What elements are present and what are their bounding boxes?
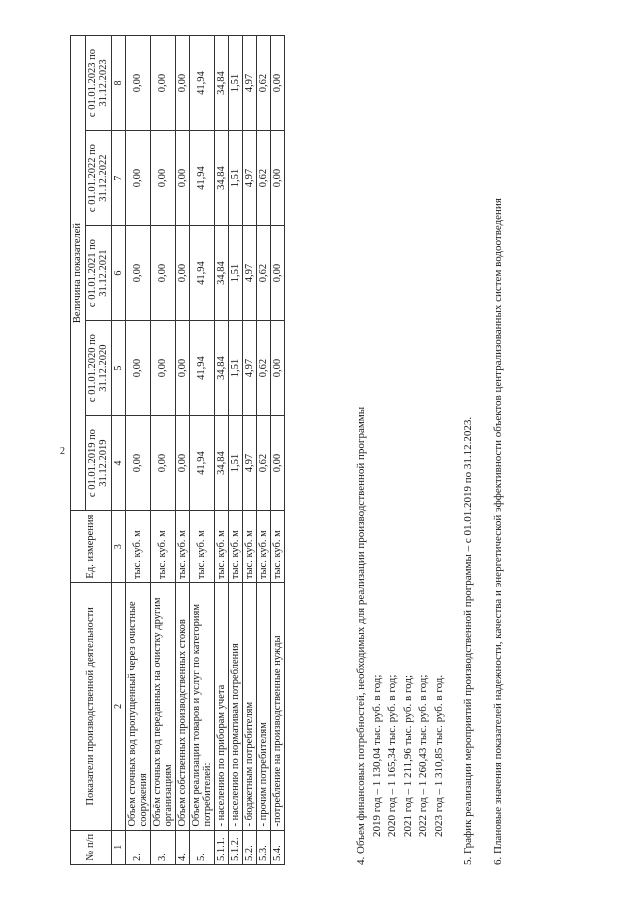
rotated-content (62, 25, 562, 885)
row-value: 0,62 (256, 321, 270, 416)
row-number: 5. (189, 830, 214, 864)
row-indicator-name: Объём сточных вод переданных на очистку другим организациям (150, 583, 175, 830)
row-unit: тыс. куб. м (189, 511, 214, 583)
row-value: 0,00 (175, 321, 189, 416)
row-value: 0,00 (150, 36, 175, 131)
header-num: № п/п (71, 830, 112, 864)
row-value: 1,51 (228, 131, 242, 226)
index-cell: 2 (111, 583, 125, 830)
index-cell: 6 (111, 226, 125, 321)
row-value: 4,97 (242, 131, 256, 226)
table-row (150, 36, 175, 865)
row-value: 41,94 (189, 131, 214, 226)
row-number: 5.4. (270, 830, 284, 864)
table-index-row (111, 36, 125, 865)
index-cell: 7 (111, 131, 125, 226)
row-unit: тыс. куб. м (125, 511, 150, 583)
row-value: 0,00 (125, 416, 150, 511)
row-value: 0,00 (175, 226, 189, 321)
table-row (125, 36, 150, 865)
row-unit: тыс. куб. м (150, 511, 175, 583)
row-value: 0,00 (150, 416, 175, 511)
reliability-paragraph: 6. Плановые значения показателей надежности, качества и энергетической эффективности объектов централизованных систем водоотведения (491, 198, 504, 865)
index-cell: 8 (111, 36, 125, 131)
financial-year-2019: 2019 год – 1 130,04 тыс. руб. в год; (370, 674, 383, 837)
row-indicator-name: -потребление на производственные нужды (270, 583, 284, 830)
row-value: 41,94 (189, 416, 214, 511)
row-number: 5.1.2. (228, 830, 242, 864)
row-value: 0,62 (256, 416, 270, 511)
row-value: 0,62 (256, 36, 270, 131)
row-value: 0,00 (150, 131, 175, 226)
row-indicator-name: - прочим потребителям (256, 583, 270, 830)
table-body (125, 36, 284, 865)
table-row (214, 36, 228, 865)
index-cell: 1 (111, 830, 125, 864)
index-cell: 3 (111, 511, 125, 583)
row-value: 0,00 (125, 321, 150, 416)
row-value: 0,00 (150, 321, 175, 416)
row-value: 0,00 (270, 416, 284, 511)
financial-year-2022: 2022 год – 1 260,43 тыс. руб. в год; (417, 674, 429, 837)
indicators-table (70, 35, 285, 865)
schedule-paragraph: 5. График реализации мероприятий производственной программы – с 01.01.2019 по 31.12.2023. (462, 416, 474, 865)
row-value: 4,97 (242, 321, 256, 416)
row-number: 4. (175, 830, 189, 864)
header-unit: Ед. измерения (71, 511, 112, 583)
row-value: 34,84 (214, 226, 228, 321)
financial-year-2023: 2023 год – 1 310,85 тыс. руб. в год. (432, 674, 445, 837)
header-group: Величина показателей (71, 36, 86, 511)
row-unit: тыс. куб. м (256, 511, 270, 583)
table-row (189, 36, 214, 865)
row-value: 0,00 (175, 416, 189, 511)
header-period: с 01.01.2023 по 31.12.2023 (85, 36, 111, 131)
table-row (175, 36, 189, 865)
row-number: 5.3. (256, 830, 270, 864)
row-value: 1,51 (228, 321, 242, 416)
row-indicator-name: Объем реализации товаров и услуг по категориям потребителей: (189, 583, 214, 830)
row-value: 1,51 (228, 226, 242, 321)
row-number: 5.2. (242, 830, 256, 864)
row-value: 0,00 (270, 131, 284, 226)
row-unit: тыс. куб. м (270, 511, 284, 583)
row-value: 0,62 (256, 226, 270, 321)
row-indicator-name: Объем собственных производственных стоков (175, 583, 189, 830)
row-value: 0,00 (150, 226, 175, 321)
row-value: 4,97 (242, 226, 256, 321)
row-value: 41,94 (189, 36, 214, 131)
financial-year-2020: 2020 год – 1 165,34 тыс. руб. в год; (386, 674, 398, 837)
index-cell: 5 (111, 321, 125, 416)
header-period: с 01.01.2022 по 31.12.2022 (85, 131, 111, 226)
row-value: 34,84 (214, 321, 228, 416)
row-unit: тыс. куб. м (228, 511, 242, 583)
header-period: с 01.01.2019 по 31.12.2019 (85, 416, 111, 511)
table-row (270, 36, 284, 865)
row-number: 2. (125, 830, 150, 864)
row-value: 0,62 (256, 131, 270, 226)
row-value: 1,51 (228, 416, 242, 511)
row-value: 34,84 (214, 416, 228, 511)
page-number: 2 (60, 446, 65, 457)
row-value: 41,94 (189, 226, 214, 321)
row-indicator-name: - населению по нормативам потребления (228, 583, 242, 830)
row-value: 0,00 (125, 131, 150, 226)
row-unit: тыс. куб. м (175, 511, 189, 583)
row-unit: тыс. куб. м (214, 511, 228, 583)
row-number: 3. (150, 830, 175, 864)
row-value: 0,00 (270, 226, 284, 321)
row-value: 4,97 (242, 36, 256, 131)
notes-section (354, 198, 506, 865)
row-value: 4,97 (242, 416, 256, 511)
table-row (256, 36, 270, 865)
financial-year-2021: 2021 год – 1 211,96 тыс. руб. в год; (401, 674, 414, 837)
row-unit: тыс. куб. м (242, 511, 256, 583)
financial-needs-title: 4. Объем финансовых потребностей, необходимых для реализации производственной программы (355, 406, 367, 865)
row-number: 5.1.1. (214, 830, 228, 864)
row-value: 41,94 (189, 321, 214, 416)
row-value: 1,51 (228, 36, 242, 131)
row-indicator-name: Объем сточных вод пропущенный через очистные сооружения (125, 583, 150, 830)
table-row (242, 36, 256, 865)
header-period: с 01.01.2020 по 31.12.2020 (85, 321, 111, 416)
row-indicator-name: - бюджетным потребителям (242, 583, 256, 830)
row-value: 0,00 (175, 36, 189, 131)
header-name: Показатели производственной деятельности (71, 583, 112, 830)
row-value: 0,00 (175, 131, 189, 226)
row-value: 34,84 (214, 131, 228, 226)
row-value: 0,00 (125, 226, 150, 321)
row-value: 0,00 (270, 36, 284, 131)
row-value: 0,00 (270, 321, 284, 416)
table-row (228, 36, 242, 865)
row-indicator-name: - населению по приборам учета (214, 583, 228, 830)
index-cell: 4 (111, 416, 125, 511)
row-value: 34,84 (214, 36, 228, 131)
header-period: с 01.01.2021 по 31.12.2021 (85, 226, 111, 321)
row-value: 0,00 (125, 36, 150, 131)
table-header-row (71, 36, 86, 865)
